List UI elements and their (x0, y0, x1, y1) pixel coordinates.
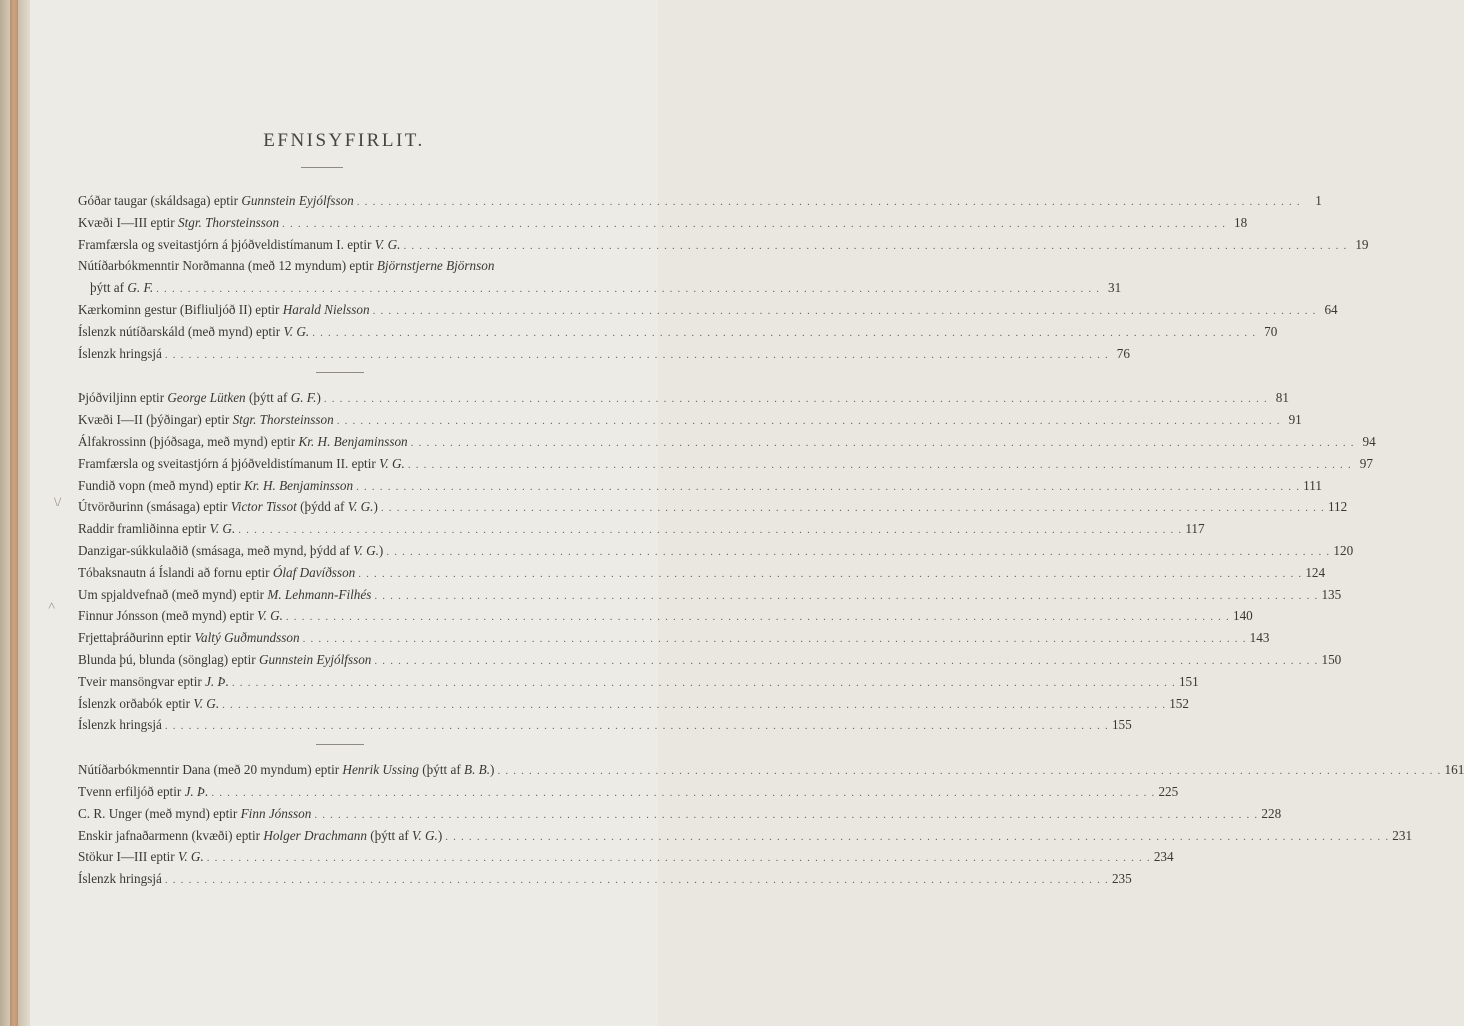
entry-author: Gunnstein Eyjólfsson (241, 193, 354, 208)
entry-title (78, 475, 353, 497)
page-number: 97 (1359, 455, 1373, 471)
toc-entry (78, 649, 1342, 671)
entry-title (78, 234, 400, 256)
toc-entry (78, 453, 1373, 475)
entry-text: Tveir mansöngvar eptir (78, 673, 206, 689)
toc-entry (78, 409, 1302, 431)
entry-author: Valtý Guðmundsson (194, 630, 300, 646)
entry-author: Henrik Ussing (342, 762, 419, 778)
entry-author: G. F. (290, 390, 317, 406)
toc-entry (78, 803, 1282, 825)
dot-leader: . . . . . . . . . . . . . . . . . . . . . . . . . . . . . . . . . . . . . . . . . . . . . . . . . . . . . . . . . . . . . . . . . . . . . . . . . . . . . . . . . . . . . . . . . . . . . . . . . . . . . . . . . . . . . . . . . . . . . . . . (410, 436, 1355, 449)
entry-title (78, 496, 378, 518)
entry-title (78, 299, 370, 321)
entry-title (78, 255, 494, 277)
dot-leader: . . . . . . . . . . . . . . . . . . . . . . . . . . . . . . . . . . . . . . . . . . . . . . . . . . . . . . . . . . . . . . . . . . . . . . . . . . . . . . . . . . . . . . . . . . . . . . . . . . . . . . . . . . . . . . . . . . . . . . . . (374, 589, 1319, 602)
entry-author: Victor Tissot (230, 499, 297, 515)
entry-text: Þjóðviljinn eptir (78, 390, 168, 406)
entry-text: Framfærsla og sveitastjórn á þjóðveldistímanum I. eptir (78, 236, 375, 252)
entry-text: Nútíðarbókmenntir Norðmanna (með 12 myndum) eptir (78, 258, 377, 274)
dot-leader: . . . . . . . . . . . . . . . . . . . . . . . . . . . . . . . . . . . . . . . . . . . . . . . . . . . . . . . . . . . . . . . . . . . . . . . . . . . . . . . . . . . . . . . . . . . . . . . . . . . . . . . . . . . . . . . . . . . . . . . . (282, 217, 1227, 230)
entry-text: Raddir framliðinna eptir (78, 521, 210, 537)
book-binding (0, 0, 30, 1026)
entry-author: V. G. (379, 455, 405, 471)
entry-title (78, 409, 334, 431)
entry-author: Gunnstein Eyjólfsson (258, 651, 372, 667)
entry-title (78, 518, 235, 540)
entry-author: V. G. (374, 236, 401, 252)
entry-text: (þýdd af (296, 499, 348, 515)
title-rule (301, 167, 343, 168)
entry-title (78, 453, 405, 475)
entry-title (78, 714, 162, 736)
toc-entry (78, 343, 1130, 365)
toc-entry (78, 212, 1248, 234)
toc-entry (78, 714, 1132, 736)
dot-leader: . . . . . . . . . . . . . . . . . . . . . . . . . . . . . . . . . . . . . . . . . . . . . . . . . . . . . . . . . . . . . . . . . . . . . . . . . . . . . . . . . . . . . . . . . . . . . . . . . . . . . . . . . . . . . . . . . . . . . . . . (445, 830, 1390, 843)
page-number: 140 (1232, 608, 1253, 624)
table-of-contents (78, 190, 1464, 890)
entry-title (78, 387, 321, 409)
entry-author: V. G. (193, 695, 220, 711)
entry-text: Kvæði I—II (þýðingar) eptir (78, 412, 233, 428)
entry-text: Íslenzk hringsjá (78, 717, 162, 733)
entry-title (78, 212, 279, 234)
margin-mark: \/ (54, 494, 62, 509)
entry-author: V. G. (283, 323, 310, 339)
page-number: 70 (1264, 323, 1278, 339)
page-number: 111 (1303, 477, 1322, 493)
dot-leader: . . . . . . . . . . . . . . . . . . . . . . . . . . . . . . . . . . . . . . . . . . . . . . . . . . . . . . . . . . . . . . . . . . . . . . . . . . . . . . . . . . . . . . . . . . . . . . . . . . . . . . . . . . . . . . . . . . . . . . . . (285, 611, 1230, 624)
entry-title (78, 584, 371, 606)
entry-author: G. F. (127, 280, 154, 296)
dot-leader: . . . . . . . . . . . . . . . . . . . . . . . . . . . . . . . . . . . . . . . . . . . . . . . . . . . . . . . . . . . . . . . . . . . . . . . . . . . . . . . . . . . . . . . . . . . . . . . . . . . . . . . . . . . . . . . . . . . . . . . . (164, 874, 1109, 887)
toc-entry (78, 825, 1413, 847)
entry-text: Enskir jafnaðarmenn (kvæði) eptir (78, 827, 264, 843)
entry-text: þýtt af (90, 280, 128, 296)
dot-leader: . . . . . . . . . . . . . . . . . . . . . . . . . . . . . . . . . . . . . . . . . . . . . . . . . . . . . . . . . . . . . . . . . . . . . . . . . . . . . . . . . . . . . . . . . . . . . . . . . . . . . . . . . . . . . . . . . . . . . . . . (164, 720, 1109, 733)
entry-title (78, 693, 219, 715)
entry-text: Tvenn erfiljóð eptir (78, 783, 185, 799)
entry-author: J. Þ. (205, 673, 229, 689)
toc-entry (78, 562, 1326, 584)
entry-title (78, 562, 355, 584)
toc-entry (78, 321, 1278, 343)
entry-text: Álfakrossinn (þjóðsaga, með mynd) eptir (78, 433, 299, 449)
page-number: 19 (1355, 236, 1369, 252)
entry-text: Finnur Jónsson (með mynd) eptir (78, 608, 258, 624)
entry-author: George Lütken (167, 390, 246, 406)
toc-entry (78, 255, 602, 277)
book-page (30, 0, 1464, 1026)
entry-author: M. Lehmann-Filhés (267, 586, 372, 602)
page-number: 117 (1185, 521, 1205, 537)
toc-entry (78, 190, 1322, 212)
page-number: 76 (1116, 345, 1130, 361)
dot-leader: . . . . . . . . . . . . . . . . . . . . . . . . . . . . . . . . . . . . . . . . . . . . . . . . . . . . . . . . . . . . . . . . . . . . . . . . . . . . . . . . . . . . . . . . . . . . . . . . . . . . . . . . . . . . . . . . . . . . . . . . (206, 852, 1151, 865)
entry-text: ) (378, 542, 384, 558)
page-number: 231 (1392, 827, 1413, 843)
toc-entry (78, 387, 1289, 409)
page-number: 112 (1327, 499, 1348, 515)
entry-title (78, 846, 204, 868)
entry-text: Um spjaldvefnað (með mynd) eptir (78, 586, 268, 602)
page-number: 18 (1234, 214, 1248, 230)
toc-entry (78, 584, 1342, 606)
entry-title (78, 649, 371, 671)
page-number: 152 (1169, 695, 1189, 711)
dot-leader: . . . . . . . . . . . . . . . . . . . . . . . . . . . . . . . . . . . . . . . . . . . . . . . . . . . . . . . . . . . . . . . . . . . . . . . . . . . . . . . . . . . . . . . . . . . . . . . . . . . . . . . . . . . . . . . . . . . . . . . . (380, 502, 1325, 515)
toc-entry (78, 518, 1205, 540)
dot-leader: . . . . . . . . . . . . . . . . . . . . . . . . . . . . . . . . . . . . . . . . . . . . . . . . . . . . . . . . . . . . . . . . . . . . . . . . . . . . . . . . . . . . . . . . . . . . . . . . . . . . . . . . . . . . . . . . . . . . . . . . (222, 698, 1167, 711)
entry-text: Íslenzk hringsjá (78, 345, 162, 361)
toc-entry (78, 759, 1464, 781)
entry-title (78, 277, 153, 299)
dot-leader: . . . . . . . . . . . . . . . . . . . . . . . . . . . . . . . . . . . . . . . . . . . . . . . . . . . . . . . . . . . . . . . . . . . . . . . . . . . . . . . . . . . . . . . . . . . . . . . . . . . . . . . . . . . . . . . . . . . . . . . . (356, 480, 1301, 493)
dot-leader: . . . . . . . . . . . . . . . . . . . . . . . . . . . . . . . . . . . . . . . . . . . . . . . . . . . . . . . . . . . . . . . . . . . . . . . . . . . . . . . . . . . . . . . . . . . . . . . . . . . . . . . . . . . . . . . . . . . . . . . . (497, 765, 1442, 778)
page-number: 81 (1275, 390, 1289, 406)
section-rule (316, 372, 364, 373)
entry-author: Kr. H. Benjaminsson (243, 477, 354, 493)
page-number: 225 (1158, 783, 1179, 799)
dot-leader: . . . . . . . . . . . . . . . . . . . . . . . . . . . . . . . . . . . . . . . . . . . . . . . . . . . . . . . . . . . . . . . . . . . . . . . . . . . . . . . . . . . . . . . . . . . . . . . . . . . . . . . . . . . . . . . . . . . . . . . . (336, 415, 1281, 428)
page-number: 1 (1315, 193, 1322, 208)
page-number: 228 (1261, 805, 1282, 821)
entry-text: (þýtt af (366, 827, 413, 843)
entry-text: (þýtt af (418, 762, 465, 778)
dot-leader: . . . . . . . . . . . . . . . . . . . . . . . . . . . . . . . . . . . . . . . . . . . . . . . . . . . . . . . . . . . . . . . . . . . . . . . . . . . . . . . . . . . . . . . . . . . . . . . . . . . . . . . . . . . . . . . . . . . . . . . . (407, 458, 1352, 471)
page-number: 120 (1333, 542, 1354, 558)
dot-leader: . . . . . . . . . . . . . . . . . . . . . . . . . . . . . . . . . . . . . . . . . . . . . . . . . . . . . . . . . . . . . . . . . . . . . . . . . . . . . . . . . . . . . . . . . . . . . . . . . . . . . . . . . . . . . . . . . . . . . . . . (403, 239, 1348, 252)
entry-text: Framfærsla og sveitastjórn á þjóðveldistímanum II. eptir (78, 455, 380, 471)
entry-author: Björnstjerne Björnson (376, 258, 495, 274)
entry-text: Frjettaþráðurinn eptir (78, 630, 195, 646)
toc-entry (78, 846, 1174, 868)
entry-author: B. B. (464, 762, 491, 778)
dot-leader: . . . . . . . . . . . . . . . . . . . . . . . . . . . . . . . . . . . . . . . . . . . . . . . . . . . . . . . . . . . . . . . . . . . . . . . . . . . . . . . . . . . . . . . . . . . . . . . . . . . . . . . . . . . . . . . . . . . . . . . . (211, 786, 1156, 799)
entry-author: V. G. (347, 499, 374, 515)
entry-title (78, 671, 229, 693)
entry-author: V. G. (209, 521, 236, 537)
entry-text: ) (373, 499, 378, 515)
entry-author: Stgr. Thorsteinsson (232, 412, 334, 428)
entry-text: C. R. Unger (með mynd) eptir (78, 805, 241, 821)
page-number: 124 (1305, 564, 1326, 580)
page-number: 135 (1321, 586, 1342, 602)
page-number: 151 (1178, 673, 1199, 689)
entry-text: Kærkominn gestur (Bifliuljóð II) eptir (78, 301, 283, 317)
dot-leader: . . . . . . . . . . . . . . . . . . . . . . . . . . . . . . . . . . . . . . . . . . . . . . . . . . . . . . . . . . . . . . . . . . . . . . . . . . . . . . . . . . . . . . . . . . . . . . . . . . . . . . . . . . . . . . . . . . . . . . . . (164, 348, 1109, 361)
toc-entry (78, 299, 1338, 321)
entry-author: V. G. (257, 608, 283, 624)
toc-entry (78, 234, 1369, 256)
entry-author: V. G. (353, 542, 379, 558)
page-number: 64 (1324, 301, 1338, 317)
entry-author: Finn Jónsson (240, 805, 312, 821)
entry-title (78, 825, 442, 847)
entry-text: Blunda þú, blunda (sönglag) eptir (78, 651, 259, 667)
toc-entry (78, 671, 1199, 693)
entry-text: Íslenzk hringsjá (78, 871, 162, 887)
dot-leader: . . . . . . . . . . . . . . . . . . . . . . . . . . . . . . . . . . . . . . . . . . . . . . . . . . . . . . . . . . . . . . . . . . . . . . . . . . . . . . . . . . . . . . . . . . . . . . . . . . . . . . . . . . . . . . . . . . . . . . . . (358, 567, 1303, 580)
toc-entry (78, 868, 1132, 890)
toc-entry (78, 693, 1189, 715)
toc-entry (78, 605, 1253, 627)
entry-title (78, 627, 300, 649)
entry-text: Tóbaksnautn á Íslandi að fornu eptir (78, 564, 273, 580)
entry-title (78, 605, 283, 627)
margin-mark: ˄ (48, 598, 56, 613)
page-number: 150 (1321, 651, 1342, 667)
toc-entry (78, 540, 1354, 562)
dot-leader: . . . . . . . . . . . . . . . . . . . . . . . . . . . . . . . . . . . . . . . . . . . . . . . . . . . . . . . . . . . . . . . . . . . . . . . . . . . . . . . . . . . . . . . . . . . . . . . . . . . . . . . . . . . . . . . . . . . . . . . . (374, 654, 1319, 667)
entry-title (78, 868, 162, 890)
page-number: 31 (1108, 280, 1122, 296)
page-number: 94 (1362, 433, 1376, 449)
entry-title (78, 803, 311, 825)
page-number: 161 (1444, 762, 1464, 778)
entry-author: Kr. H. Benjaminsson (298, 433, 408, 449)
entry-text: Kvæði I—III eptir (78, 214, 178, 230)
page-number: 235 (1111, 871, 1132, 887)
toc-entry (78, 627, 1270, 649)
toc-entry (78, 277, 1122, 299)
entry-text: Útvörðurinn (smásaga) eptir (78, 499, 231, 515)
entry-text: (þýtt af (245, 390, 291, 406)
entry-author: Holger Drachmann (263, 827, 367, 843)
entry-title (78, 343, 162, 365)
entry-text: Góðar taugar (skáldsaga) eptir (78, 193, 242, 208)
entry-author: Stgr. Thorsteinsson (177, 214, 280, 230)
entry-text: Nútíðarbókmenntir Dana (með 20 myndum) eptir (78, 762, 343, 778)
dot-leader: . . . . . . . . . . . . . . . . . . . . . . . . . . . . . . . . . . . . . . . . . . . . . . . . . . . . . . . . . . . . . . . . . . . . . . . . . . . . . . . . . . . . . . . . . . . . . . . . . . . . . . . . . . . . . . . . . . . . . . . . (312, 326, 1257, 339)
entry-title (78, 321, 309, 343)
page-number: 155 (1111, 717, 1132, 733)
dot-leader: . . . . . . . . . . . . . . . . . . . . . . . . . . . . . . . . . . . . . . . . . . . . . . . . . . . . . . . . . . . . . . . . . . . . . . . . . . . . . . . . . . . . . . . . . . . . . . . . . . . . . . . . . . . . . . . . . . . . . . . . (231, 676, 1176, 689)
dot-leader: . . . . . . . . . . . . . . . . . . . . . . . . . . . . . . . . . . . . . . . . . . . . . . . . . . . . . . . . . . . . . . . . . . . . . . . . . . . . . . . . . . . . . . . . . . . . . . . . . . . . . . . . . . . . . . . . . . . . . . . . (323, 393, 1268, 406)
toc-entry (78, 496, 1348, 518)
entry-text: Danzigar-súkkulaðið (smásaga, með mynd, þýdd af (78, 542, 354, 558)
entry-author: Harald Nielsson (282, 301, 370, 317)
page-number: 91 (1288, 412, 1302, 428)
entry-author: J. Þ. (184, 783, 209, 799)
toc-entry (78, 475, 1322, 497)
entry-title (78, 431, 408, 453)
dot-leader: . . . . . . . . . . . . . . . . . . . . . . . . . . . . . . . . . . . . . . . . . . . . . . . . . . . . . . . . . . . . . . . . . . . . . . . . . . . . . . . . . . . . . . . . . . . . . . . . . . . . . . . . . . . . . . . . . . . . . . . . (356, 196, 1301, 208)
entry-title (78, 190, 354, 212)
entry-text: Íslenzk nútíðarskáld (með mynd) eptir (78, 323, 284, 339)
entry-text: Íslenzk orðabók eptir (78, 695, 194, 711)
page-title: EFNISYFIRLIT. (263, 130, 425, 151)
toc-entry (78, 431, 1376, 453)
entry-author: V. G. (177, 849, 204, 865)
entry-text: Fundið vopn (með mynd) eptir (78, 477, 244, 493)
dot-leader: . . . . . . . . . . . . . . . . . . . . . . . . . . . . . . . . . . . . . . . . . . . . . . . . . . . . . . . . . . . . . . . . . . . . . . . . . . . . . . . . . . . . . . . . . . . . . . . . . . . . . . . . . . . . . . . . . . . . . . . . (156, 283, 1101, 296)
dot-leader: . . . . . . . . . . . . . . . . . . . . . . . . . . . . . . . . . . . . . . . . . . . . . . . . . . . . . . . . . . . . . . . . . . . . . . . . . . . . . . . . . . . . . . . . . . . . . . . . . . . . . . . . . . . . . . . . . . . . . . . . (386, 545, 1331, 558)
entry-title (78, 540, 383, 562)
entry-text: ) (490, 762, 495, 778)
binding-stripe (10, 0, 18, 1026)
entry-title (78, 759, 494, 781)
entry-text: ) (316, 390, 321, 406)
dot-leader: . . . . . . . . . . . . . . . . . . . . . . . . . . . . . . . . . . . . . . . . . . . . . . . . . . . . . . . . . . . . . . . . . . . . . . . . . . . . . . . . . . . . . . . . . . . . . . . . . . . . . . . . . . . . . . . . . . . . . . . . (238, 524, 1183, 537)
dot-leader: . . . . . . . . . . . . . . . . . . . . . . . . . . . . . . . . . . . . . . . . . . . . . . . . . . . . . . . . . . . . . . . . . . . . . . . . . . . . . . . . . . . . . . . . . . . . . . . . . . . . . . . . . . . . . . . . . . . . . . . . (314, 808, 1259, 821)
section-rule (316, 744, 364, 745)
entry-title (78, 781, 208, 803)
entry-author: V. G. (412, 827, 438, 843)
entry-text: ) (437, 827, 443, 843)
dot-leader: . . . . . . . . . . . . . . . . . . . . . . . . . . . . . . . . . . . . . . . . . . . . . . . . . . . . . . . . . . . . . . . . . . . . . . . . . . . . . . . . . . . . . . . . . . . . . . . . . . . . . . . . . . . . . . . . . . . . . . . . (302, 633, 1247, 646)
toc-entry (78, 781, 1179, 803)
page-number: 143 (1249, 630, 1270, 646)
dot-leader: . . . . . . . . . . . . . . . . . . . . . . . . . . . . . . . . . . . . . . . . . . . . . . . . . . . . . . . . . . . . . . . . . . . . . . . . . . . . . . . . . . . . . . . . . . . . . . . . . . . . . . . . . . . . . . . . . . . . . . . . (372, 304, 1317, 317)
entry-author: Ólaf Davíðsson (272, 564, 356, 580)
entry-text: Stökur I—III eptir (78, 849, 178, 865)
page-number: 234 (1153, 849, 1174, 865)
